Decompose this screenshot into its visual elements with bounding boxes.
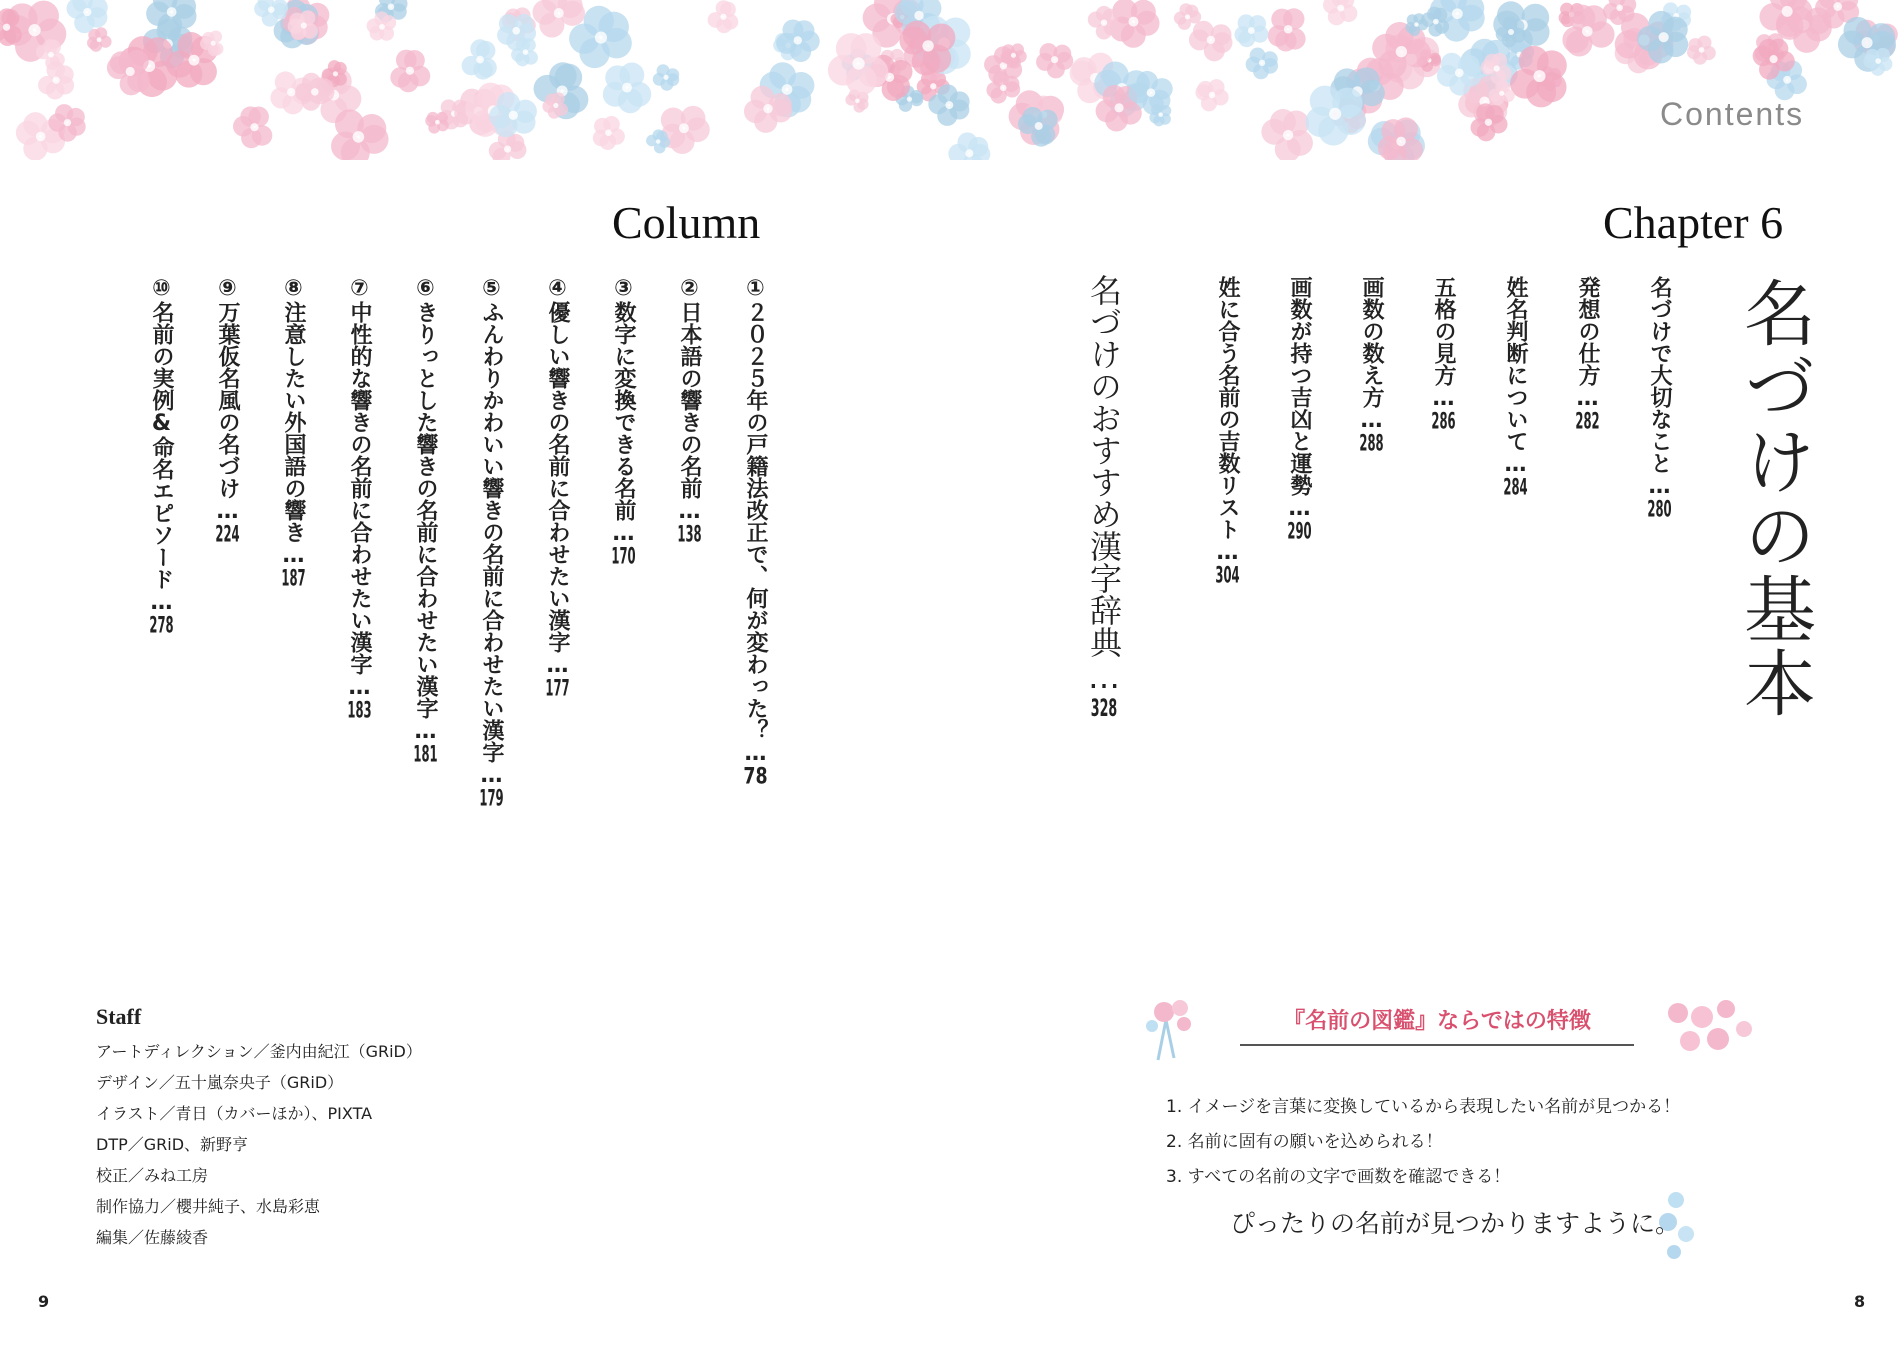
flower-icon — [288, 10, 318, 40]
flower-icon — [425, 112, 448, 134]
column-title: Column — [612, 197, 761, 248]
toc-entry-page: 278 — [149, 615, 174, 637]
toc-entry-page: 187 — [281, 568, 306, 590]
chapter-subtitle: 名づけの基本 — [1732, 276, 1816, 720]
flower-icon — [1234, 14, 1268, 47]
flower-icon — [1036, 43, 1073, 78]
toc-entry[interactable] — [282, 276, 304, 590]
toc-entry[interactable] — [414, 276, 436, 766]
toc-entry[interactable] — [744, 276, 766, 788]
flower-icon — [828, 33, 888, 95]
features-closing: ぴったりの名前が見つかりますように。 — [1230, 1209, 1681, 1238]
toc-entry-label: ②日本語の響きの名前… — [677, 276, 702, 524]
flower-icon — [233, 106, 272, 148]
toc-entry-page: 280 — [1647, 499, 1672, 521]
floral-banner — [0, 0, 1903, 160]
toc-entry[interactable] — [612, 276, 634, 568]
flower-icon — [708, 0, 739, 33]
features-title: 『名前の図鑑』ならではの特徴 — [1283, 1009, 1591, 1034]
toc-entry[interactable] — [216, 276, 238, 546]
pink-blossoms-icon — [1660, 995, 1760, 1065]
toc-entry-label: 五格の見方… — [1431, 276, 1456, 411]
staff-line: 校正／みね工房 — [96, 1166, 209, 1185]
page-number-right: 8 — [1854, 1292, 1866, 1311]
flower-icon — [948, 132, 990, 160]
staff-line: 制作協力／櫻井純子、水島彩恵 — [96, 1197, 321, 1216]
toc-entry-label: ⑧注意したい外国語の響き… — [281, 276, 306, 568]
toc-entry-page: 304 — [1215, 565, 1240, 587]
flower-icon — [1268, 8, 1306, 51]
toc-entry[interactable] — [1432, 276, 1454, 433]
toc-entry-page: 170 — [611, 546, 636, 568]
flower-icon — [390, 50, 430, 93]
flower-icon — [331, 109, 388, 160]
toc-entry-page: 78 — [743, 766, 768, 788]
toc-entry-label: ⑩名前の実例&命名エピソード… — [149, 276, 174, 615]
toc-entry[interactable] — [1360, 276, 1382, 455]
toc-entry[interactable] — [1648, 276, 1670, 521]
flower-icon — [462, 39, 497, 79]
floral-decoration — [0, 0, 1903, 160]
staff-lines — [96, 1036, 422, 1253]
toc-entry-label: 画数の数え方… — [1359, 276, 1384, 433]
toc-entry-page: 224 — [215, 524, 240, 546]
toc-entry[interactable] — [1216, 276, 1238, 587]
flower-icon — [107, 50, 150, 95]
toc-entry-label: 発想の仕方… — [1575, 276, 1600, 411]
flower-icon — [1687, 36, 1716, 65]
toc-entry[interactable] — [348, 276, 370, 722]
flower-icon — [1305, 86, 1365, 146]
contents-label: Contents — [1660, 96, 1805, 132]
toc-entry[interactable] — [546, 276, 568, 700]
toc-entry-label: ③数字に変換できる名前… — [611, 276, 636, 546]
flower-icon — [593, 116, 625, 150]
toc-entry-label: ①２０２５年の戸籍法改正で、何が変わった？… — [743, 276, 768, 766]
toc-entry-page: 290 — [1287, 521, 1312, 543]
flower-icon — [1088, 6, 1120, 40]
toc-entry-label: ⑦中性的な響きの名前に合わせたい漢字… — [347, 276, 372, 700]
flower-icon — [367, 11, 397, 40]
staff-line: DTP／GRiD、新野亨 — [96, 1135, 249, 1154]
toc-entry-label: 画数が持つ吉凶と運勢… — [1287, 276, 1312, 521]
staff-line: 編集／佐藤綾香 — [96, 1228, 209, 1247]
dictionary-page: 328 — [1090, 696, 1118, 720]
flower-icon — [1195, 79, 1228, 111]
feature-item: 1. イメージを言葉に変換しているから表現したい名前が見つかる！ — [1166, 1097, 1681, 1117]
toc-entry-page: 177 — [545, 678, 570, 700]
toc-entry-label: 姓名判断について… — [1503, 276, 1528, 477]
flower-icon — [603, 63, 651, 114]
feature-item: 2. 名前に固有の願いを込められる！ — [1166, 1132, 1443, 1152]
toc-entry-page: 179 — [479, 788, 504, 810]
toc-entry-label: 名づけで大切なこと… — [1647, 276, 1672, 499]
flower-icon — [542, 92, 568, 118]
dictionary-entry[interactable] — [1085, 274, 1123, 720]
toc-entry[interactable] — [150, 276, 172, 637]
dictionary-label: 名づけのおすすめ漢字辞典… — [1085, 274, 1123, 696]
toc-entry[interactable] — [1504, 276, 1526, 499]
toc-entry-label: ④優しい響きの名前に合わせたい漢字… — [545, 276, 570, 678]
toc-entry-label: ⑤ふんわりかわいい響きの名前に合わせたい漢字… — [479, 276, 504, 788]
staff-line: アートディレクション／釜内由紀江（GRiD） — [96, 1042, 422, 1061]
flower-bouquet-icon — [1136, 990, 1216, 1070]
staff-line: イラスト／青日（カバーほか）、PIXTA — [96, 1104, 373, 1123]
toc-entry-page: 286 — [1431, 411, 1456, 433]
flower-icon — [1189, 21, 1233, 62]
flower-icon — [1261, 109, 1313, 160]
features-rule — [1240, 1044, 1634, 1046]
toc-entry[interactable] — [678, 276, 700, 546]
toc-entry[interactable] — [1288, 276, 1310, 543]
feature-item: 3. すべての名前の文字で画数を確認できる！ — [1166, 1167, 1511, 1187]
staff-line: デザイン／五十嵐奈央子（GRiD） — [96, 1073, 344, 1092]
toc-entry-page: 284 — [1503, 477, 1528, 499]
toc-entry-label: ⑨万葉仮名風の名づけ… — [215, 276, 240, 524]
toc-entry-label: 姓に合う名前の吉数リスト… — [1215, 276, 1240, 565]
toc-entry-page: 282 — [1575, 411, 1600, 433]
page-number-left: 9 — [38, 1292, 50, 1311]
toc-entry[interactable] — [1576, 276, 1598, 433]
toc-entry-page: 181 — [413, 744, 438, 766]
flower-icon — [1246, 48, 1278, 80]
staff-heading: Staff — [96, 1004, 142, 1029]
features-list — [1166, 1090, 1680, 1195]
flower-icon — [653, 64, 679, 90]
toc-entry-page: 288 — [1359, 433, 1384, 455]
toc-entry-page: 183 — [347, 700, 372, 722]
toc-entry[interactable] — [480, 276, 502, 810]
chapter-title: Chapter 6 — [1603, 197, 1784, 248]
toc-entry-label: ⑥きりっとした響きの名前に合わせたい漢字… — [413, 276, 438, 744]
toc-entry-page: 138 — [677, 524, 702, 546]
flower-icon — [1323, 0, 1357, 25]
